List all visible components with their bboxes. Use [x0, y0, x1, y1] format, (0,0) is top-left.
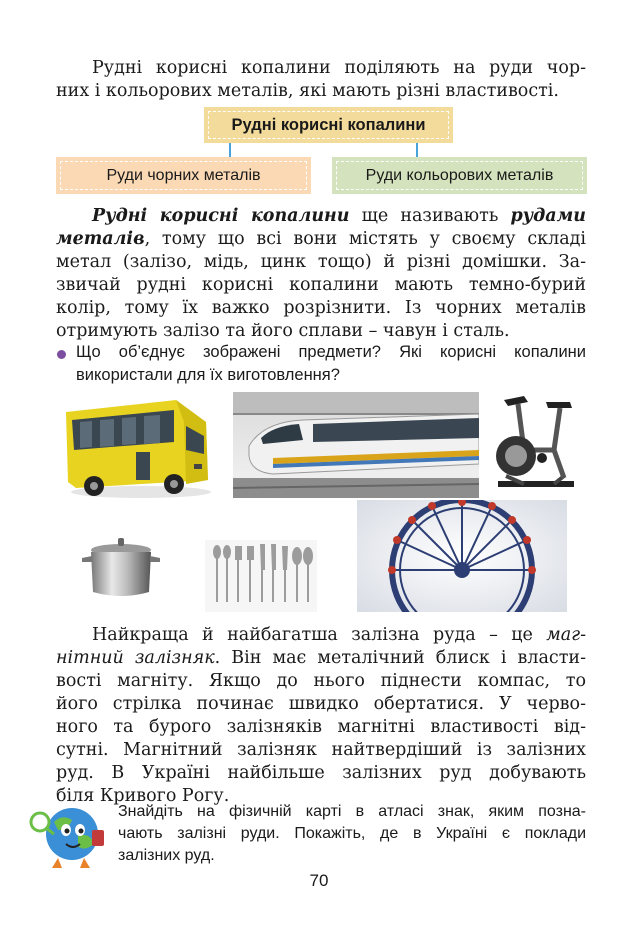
task-text: [118, 801, 586, 867]
question-line-1: Що об’єднує зображені предмети? Які корисні копалини: [76, 343, 586, 361]
task-line-3: залізних руд.: [118, 847, 215, 864]
para1-line-2-text: , тому що всі вони містять у своєму складі: [144, 229, 586, 249]
para2-line-1-text: Найкраща й найбагатша залізна руда – це: [92, 625, 547, 645]
diagram-right-label: Руди кольорових металів: [365, 166, 554, 184]
para2-line-4: його стрілка починає швидко обертатися. У черво-: [56, 694, 586, 714]
para1-line-1-text: ще називають: [349, 206, 511, 226]
globe-mascot: [28, 800, 110, 872]
bus-icon: [56, 392, 218, 505]
para1-line-6: отримують залізо та його сплави – чавун і сталь.: [56, 321, 510, 341]
para1-line-5: колір, тому їх важко розрізнити. Із чорних металів: [56, 298, 586, 318]
task-line-1: Знайдіть на фізичній карті в атласі знак, яким позна-: [118, 803, 586, 820]
ferris-wheel-image: [357, 500, 567, 612]
ferris-wheel-icon: [357, 500, 567, 612]
page-number: 70: [309, 871, 329, 890]
pot-icon: [78, 536, 164, 602]
diagram-root-label: Рудні корисні копалини: [231, 115, 426, 134]
question-line-2: використали для їх виготовлення?: [76, 366, 340, 384]
para1-line-1: [56, 205, 586, 228]
para2-line-5: ного та бурого залізняків магнітні властивості від-: [56, 717, 586, 737]
para1-line-4: звичай рудні корисні копалини мають темно-бурий: [56, 275, 586, 295]
para2-line-2: [56, 647, 586, 670]
intro-paragraph: [56, 57, 586, 103]
intro-line-1: Рудні корисні копалини поділяють на руди чор-: [92, 58, 586, 78]
pot-image: [78, 536, 164, 602]
para1-line-3: метал (залізо, мідь, цинк тощо) й різні домішки. За-: [56, 252, 586, 272]
para1-line-2: [56, 228, 586, 251]
task-line-2: чають залізні руди. Покажіть, де в Україні є поклади: [118, 825, 586, 842]
para2-line-7: руд. В Україні найбільше залізних руд добувають: [56, 763, 586, 783]
diagram-left-label: Руди чорних металів: [106, 166, 261, 184]
paragraph-magnetite: [56, 624, 586, 808]
exercise-bike-icon: [484, 390, 584, 498]
term-metals: металів: [56, 229, 145, 249]
term-magnetite-part2: нітний залізняк: [56, 648, 215, 668]
question-bullet: [57, 350, 66, 359]
train-icon: [233, 392, 479, 498]
bus-image: [56, 392, 218, 505]
para2-line-1: [56, 624, 586, 647]
diagram-connector-right: [416, 143, 418, 157]
term-ore-minerals: Рудні корисні копалини: [92, 206, 350, 226]
question-text: [76, 341, 586, 387]
para2-line-6: сутні. Магнітний залізняк найтвердіший із залізних: [56, 740, 586, 760]
para2-line-8: біля Кривого Рогу.: [56, 786, 230, 806]
intro-line-2: них і кольорових металів, які мають різні властивості.: [56, 81, 559, 101]
diagram-connector-left: [229, 143, 231, 157]
train-image: [233, 392, 479, 498]
cutlery-image: [205, 540, 317, 612]
exercise-bike-image: [484, 390, 584, 498]
cutlery-icon: [205, 540, 317, 612]
term-magnetite-part1: маг-: [546, 625, 586, 645]
para2-line-2-text: . Він має металічний блиск і власти-: [214, 648, 586, 668]
globe-mascot-icon: [28, 800, 110, 872]
diagram-left-box: [56, 157, 311, 194]
paragraph-ore-metals: [56, 205, 586, 343]
diagram-root-box: [204, 107, 453, 143]
term-ores: рудами: [510, 206, 587, 226]
diagram-right-box: [332, 157, 587, 194]
para2-line-3: вості магніту. Якщо до нього піднести компас, то: [56, 671, 586, 691]
